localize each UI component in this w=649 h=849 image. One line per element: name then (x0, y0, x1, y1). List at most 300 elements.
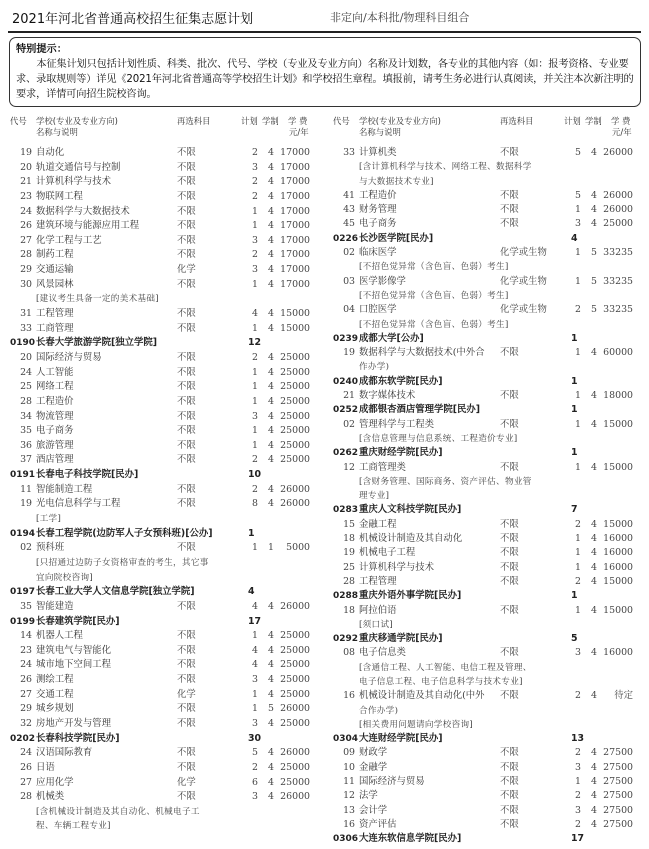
plan-count: 2 (252, 351, 258, 363)
notice-box (9, 37, 641, 107)
major-name: 机器人工程 (36, 630, 83, 642)
plan-count: 5 (252, 747, 258, 759)
major-name: 建筑环境与能源应用工程 (36, 220, 140, 232)
plan-count: 1 (252, 395, 258, 407)
note-text: [不招色觉异常（含色盲、色弱）考生] (359, 319, 509, 330)
school-name: 大连财经学院[民办] (359, 733, 443, 745)
major-note (331, 675, 647, 689)
study-years: 4 (591, 604, 597, 616)
major-row (8, 366, 324, 381)
col-fee: 学 费 (288, 116, 308, 126)
plan-table-left (8, 146, 324, 834)
col-code: 代号 (10, 116, 27, 126)
col-fee-unit: 元/年 (612, 127, 632, 137)
major-row (8, 541, 324, 556)
major-code: 28 (20, 791, 32, 803)
page-title: 2021年河北省普通高校招生征集志愿计划 (12, 12, 254, 27)
study-years: 4 (268, 410, 274, 422)
major-name: 酒店管理 (36, 454, 74, 466)
elective-subject: 不限 (177, 600, 196, 612)
col-fee: 学 费 (611, 116, 631, 126)
plan-count: 3 (575, 804, 581, 816)
plan-count: 4 (252, 659, 258, 671)
school-row (8, 732, 324, 747)
plan-count: 4 (252, 644, 258, 656)
major-code: 29 (20, 703, 32, 715)
tuition-fee: 26000 (280, 747, 310, 759)
school-code: 0202 (10, 733, 36, 744)
school-code: 0240 (333, 376, 359, 387)
col-plan: 计划 (241, 116, 258, 126)
major-code: 28 (20, 395, 32, 407)
major-code: 11 (343, 776, 355, 788)
tuition-fee: 25000 (280, 659, 310, 671)
study-years: 4 (268, 630, 274, 642)
plan-count: 2 (252, 176, 258, 188)
school-name: 大连东软信息学院[民办] (359, 833, 462, 845)
plan-count: 4 (252, 600, 258, 612)
school-plan-total: 1 (571, 332, 578, 344)
tuition-fee: 16000 (603, 561, 633, 573)
tuition-fee: 15000 (603, 418, 633, 430)
major-name: 阿拉伯语 (359, 604, 397, 616)
note-text: 程、车辆工程专业] (36, 821, 111, 832)
major-name: 预科班 (36, 542, 65, 554)
major-name: 计算机科学与技术 (359, 561, 435, 573)
school-plan-total: 1 (571, 375, 578, 387)
school-name: 重庆财经学院[民办] (359, 447, 443, 459)
elective-subject: 不限 (177, 351, 196, 363)
study-years: 4 (591, 204, 597, 216)
col-school-sub: 名称与说明 (36, 127, 78, 137)
tuition-fee: 17000 (280, 249, 310, 261)
school-code: 0306 (333, 834, 359, 845)
major-row (8, 658, 324, 673)
major-code: 19 (343, 547, 355, 559)
plan-count: 3 (252, 717, 258, 729)
major-note (8, 292, 324, 307)
elective-subject: 不限 (500, 761, 519, 773)
major-row (331, 746, 647, 760)
major-name: 日语 (36, 761, 55, 773)
major-row (8, 248, 324, 263)
major-code: 25 (20, 381, 32, 393)
elective-subject: 不限 (500, 533, 519, 545)
tuition-fee: 25000 (280, 688, 310, 700)
plan-count: 2 (252, 147, 258, 158)
school-name: 长春大学旅游学院[独立学院] (36, 337, 158, 349)
major-name: 资产评估 (359, 818, 397, 830)
major-note (331, 318, 647, 332)
study-years: 4 (268, 776, 274, 788)
major-name: 城乡规划 (36, 703, 74, 715)
school-plan-total: 1 (571, 447, 578, 459)
elective-subject: 不限 (177, 278, 196, 290)
major-code: 35 (20, 425, 32, 437)
elective-subject: 不限 (177, 220, 196, 232)
plan-count: 1 (575, 561, 581, 573)
major-row (331, 389, 647, 403)
elective-subject: 不限 (500, 461, 519, 473)
elective-subject: 不限 (500, 347, 519, 359)
school-row (331, 503, 647, 517)
major-note (331, 489, 647, 503)
major-row (8, 278, 324, 293)
plan-count: 1 (252, 366, 258, 378)
title-divider (8, 31, 641, 33)
study-years: 4 (268, 791, 274, 803)
plan-count: 2 (575, 518, 581, 530)
school-name: 成都东软学院[民办] (359, 375, 443, 387)
school-plan-total: 17 (248, 615, 262, 627)
elective-subject: 不限 (177, 249, 196, 261)
school-name: 长春科技学院[民办] (36, 732, 120, 744)
tuition-fee: 26000 (603, 204, 633, 216)
note-text: 理专业] (359, 491, 390, 502)
study-years: 5 (591, 304, 597, 316)
major-code: 08 (343, 647, 355, 659)
column-header-right (331, 116, 647, 140)
major-note (331, 718, 647, 732)
major-row (8, 644, 324, 659)
school-plan-total: 10 (248, 469, 262, 481)
school-row (331, 632, 647, 646)
major-row (331, 804, 647, 818)
major-code: 33 (343, 147, 355, 158)
school-code: 0262 (333, 448, 359, 459)
major-name: 数字媒体技术 (359, 390, 416, 402)
tuition-fee: 25000 (280, 761, 310, 773)
study-years: 4 (591, 747, 597, 759)
major-name: 汉语国际教育 (36, 747, 93, 759)
major-code: 11 (20, 483, 32, 495)
plan-count: 2 (252, 249, 258, 261)
tuition-fee: 15000 (280, 308, 310, 320)
tuition-fee: 5000 (286, 542, 310, 554)
major-row (8, 395, 324, 410)
study-years: 4 (591, 518, 597, 530)
school-plan-total: 1 (571, 404, 578, 416)
major-code: 16 (343, 690, 355, 702)
elective-subject: 不限 (500, 604, 519, 616)
elective-subject: 不限 (177, 791, 196, 803)
plan-count: 3 (252, 410, 258, 422)
major-name: 法学 (359, 790, 378, 802)
major-row (331, 518, 647, 532)
elective-subject: 不限 (500, 790, 519, 802)
major-row (8, 776, 324, 791)
study-years: 4 (268, 190, 274, 202)
major-name: 临床医学 (359, 247, 397, 259)
major-code: 37 (20, 454, 32, 466)
plan-count: 2 (575, 575, 581, 587)
study-years: 4 (268, 234, 274, 246)
major-row (331, 775, 647, 789)
tuition-fee: 待定 (614, 690, 633, 702)
study-years: 4 (268, 176, 274, 188)
major-name: 机械设计制造及其自动化 (359, 533, 463, 545)
major-name: 计算机类 (359, 147, 397, 158)
major-note (8, 512, 324, 527)
major-code: 43 (343, 204, 355, 216)
col-code: 代号 (333, 116, 350, 126)
major-code: 27 (20, 688, 32, 700)
major-name: 口腔医学 (359, 304, 397, 316)
major-row (331, 189, 647, 203)
study-years: 4 (591, 647, 597, 659)
major-name: 金融工程 (359, 518, 397, 530)
major-code: 03 (343, 275, 355, 287)
major-name: 交通运输 (36, 264, 74, 276)
study-years: 4 (268, 395, 274, 407)
school-code: 0283 (333, 505, 359, 516)
school-plan-total: 30 (248, 732, 262, 744)
study-years: 4 (268, 351, 274, 363)
tuition-fee: 25000 (280, 425, 310, 437)
major-code: 20 (20, 161, 32, 173)
school-code: 0199 (10, 616, 36, 627)
study-years: 4 (268, 366, 274, 378)
note-text: [不招色觉异常（含色盲、色弱）考生] (359, 262, 509, 273)
plan-count: 3 (252, 674, 258, 686)
plan-count: 1 (575, 347, 581, 359)
study-years: 4 (268, 600, 274, 612)
major-name: 会计学 (359, 804, 388, 816)
elective-subject: 不限 (177, 205, 196, 217)
note-text: [含通信工程、人工智能、电信工程及管理、 (359, 662, 532, 673)
notice-text: 本征集计划只包括计划性质、科类、批次、代号、学校（专业及专业方向）名称及计划数，各专业的其他内容（如：报考资格、专业要求、录取规则等）详见《2021年河北省普通高等学校招生计划》和学校招生章程。填报前，请考生务必进行认真阅读，并关注本次新注明的要求，详情可向招生院校咨询。 (16, 59, 634, 100)
tuition-fee: 17000 (280, 161, 310, 173)
major-code: 23 (20, 190, 32, 202)
elective-subject: 化学 (177, 776, 196, 788)
plan-count: 1 (575, 418, 581, 430)
major-code: 41 (343, 189, 355, 201)
col-fee-unit: 元/年 (289, 127, 309, 137)
major-name: 机械设计制造及其自动化(中外 (359, 690, 485, 702)
major-row (331, 303, 647, 317)
elective-subject: 不限 (500, 418, 519, 430)
tuition-fee: 15000 (603, 604, 633, 616)
major-name: 网络工程 (36, 381, 74, 393)
tuition-fee: 27500 (603, 776, 633, 788)
major-name: 物联网工程 (36, 190, 83, 202)
major-code: 12 (343, 461, 355, 473)
elective-subject: 不限 (500, 747, 519, 759)
school-row (331, 446, 647, 460)
study-years: 4 (591, 461, 597, 473)
school-plan-total: 12 (248, 337, 262, 349)
major-name: 化学工程与工艺 (36, 234, 102, 246)
plan-count: 2 (252, 190, 258, 202)
study-years: 4 (591, 818, 597, 830)
col-school: 学校(专业及专业方向) (36, 116, 118, 126)
plan-count: 1 (252, 220, 258, 232)
tuition-fee: 15000 (280, 322, 310, 334)
elective-subject: 化学 (177, 688, 196, 700)
elective-subject: 不限 (500, 147, 519, 158)
major-name: 物流管理 (36, 410, 74, 422)
study-years: 4 (268, 322, 274, 334)
plan-table-right (331, 146, 647, 847)
school-code: 0304 (333, 734, 359, 745)
school-code: 0197 (10, 587, 36, 598)
school-row (331, 232, 647, 246)
study-years: 4 (268, 483, 274, 495)
major-row (331, 561, 647, 575)
school-row (331, 332, 647, 346)
major-code: 28 (20, 249, 32, 261)
study-years: 4 (268, 205, 274, 217)
plan-count: 1 (252, 630, 258, 642)
plan-count: 2 (252, 761, 258, 773)
tuition-fee: 17000 (280, 205, 310, 217)
elective-subject: 不限 (177, 234, 196, 246)
tuition-fee: 25000 (280, 439, 310, 451)
school-code: 0190 (10, 338, 36, 349)
study-years: 5 (591, 275, 597, 287)
major-code: 28 (343, 575, 355, 587)
school-row (8, 336, 324, 351)
col-years: 学制 (585, 116, 602, 126)
tuition-fee: 25000 (280, 454, 310, 466)
study-years: 4 (591, 575, 597, 587)
study-years: 4 (268, 439, 274, 451)
major-code: 19 (343, 347, 355, 359)
major-name: 电子商务 (36, 425, 74, 437)
column-header-left (8, 116, 324, 140)
major-note (8, 819, 324, 834)
major-name: 机械电子工程 (359, 547, 416, 559)
school-name: 重庆移通学院[民办] (359, 633, 443, 645)
elective-subject: 不限 (177, 644, 196, 656)
note-text: [不招色觉异常（含色盲、色弱）考生] (359, 290, 509, 301)
major-row (331, 818, 647, 832)
plan-count: 1 (252, 381, 258, 393)
study-years: 4 (268, 425, 274, 437)
school-row (8, 527, 324, 542)
school-code: 0194 (10, 528, 36, 539)
study-years: 4 (268, 761, 274, 773)
major-name: 制药工程 (36, 249, 74, 261)
study-years: 4 (268, 454, 274, 466)
note-text: [含信息管理与信息系统、工程造价专业] (359, 433, 518, 444)
school-name: 重庆人文科技学院[民办] (359, 504, 462, 516)
elective-subject: 不限 (177, 439, 196, 451)
elective-subject: 不限 (177, 717, 196, 729)
major-row (8, 410, 324, 425)
tuition-fee: 25000 (280, 630, 310, 642)
major-row (8, 322, 324, 337)
elective-subject: 不限 (177, 381, 196, 393)
major-code: 30 (20, 278, 32, 290)
major-row (331, 461, 647, 475)
plan-count: 8 (252, 498, 258, 510)
plan-count: 1 (575, 604, 581, 616)
tuition-fee: 25000 (603, 218, 633, 230)
major-row (331, 146, 647, 160)
elective-subject: 不限 (177, 747, 196, 759)
tuition-fee: 25000 (280, 717, 310, 729)
plan-count: 3 (252, 791, 258, 803)
major-code: 15 (343, 518, 355, 530)
tuition-fee: 25000 (280, 395, 310, 407)
plan-count: 2 (575, 790, 581, 802)
tuition-fee: 17000 (280, 147, 310, 158)
tuition-fee: 15000 (603, 518, 633, 530)
major-name: 测绘工程 (36, 674, 74, 686)
elective-subject: 不限 (500, 647, 519, 659)
major-row (331, 246, 647, 260)
plan-count: 1 (575, 204, 581, 216)
col-school: 学校(专业及专业方向) (359, 116, 441, 126)
study-years: 4 (591, 547, 597, 559)
elective-subject: 不限 (177, 454, 196, 466)
major-note (331, 160, 647, 174)
major-name: 计算机科学与技术 (36, 176, 112, 188)
major-name: 旅游管理 (36, 439, 74, 451)
major-name: 工程造价 (36, 395, 74, 407)
tuition-fee: 26000 (280, 483, 310, 495)
major-name: 金融学 (359, 761, 388, 773)
tuition-fee: 33235 (603, 304, 633, 316)
plan-count: 4 (252, 308, 258, 320)
elective-subject: 不限 (500, 204, 519, 216)
major-note (331, 618, 647, 632)
plan-count: 1 (575, 776, 581, 788)
school-plan-total: 5 (571, 633, 578, 645)
major-note (331, 260, 647, 274)
plan-count: 1 (575, 247, 581, 259)
plan-count: 3 (252, 234, 258, 246)
major-row (8, 161, 324, 176)
major-row (8, 175, 324, 190)
elective-subject: 不限 (177, 366, 196, 378)
study-years: 4 (268, 688, 274, 700)
elective-subject: 不限 (177, 630, 196, 642)
study-years: 4 (591, 418, 597, 430)
elective-subject: 不限 (500, 561, 519, 573)
note-text: [含机械设计制造及其自动化、机械电子工 (36, 806, 200, 817)
note-text: [工学] (36, 514, 62, 525)
major-name: 城市地下空间工程 (36, 659, 112, 671)
major-code: 35 (20, 600, 32, 612)
col-years: 学制 (262, 116, 279, 126)
elective-subject: 不限 (500, 218, 519, 230)
major-code: 19 (20, 498, 32, 510)
plan-count: 1 (252, 278, 258, 290)
note-text: 宜向院校咨询] (36, 572, 94, 583)
plan-count: 1 (252, 688, 258, 700)
page-subtitle: 非定向/本科批/物理科目组合 (330, 11, 470, 24)
tuition-fee: 25000 (280, 776, 310, 788)
plan-count: 3 (252, 161, 258, 173)
major-code: 16 (343, 818, 355, 830)
major-row (331, 689, 647, 703)
elective-subject: 不限 (177, 308, 196, 320)
major-name: 应用化学 (36, 776, 74, 788)
plan-count: 2 (575, 747, 581, 759)
major-name: 工商管理类 (359, 461, 406, 473)
study-years: 4 (268, 161, 274, 173)
major-row (8, 205, 324, 220)
elective-subject: 不限 (500, 390, 519, 402)
plan-count: 2 (575, 690, 581, 702)
plan-count: 1 (575, 533, 581, 545)
major-name: 工程管理 (359, 575, 397, 587)
note-text: [建议考生具备一定的美术基础] (36, 294, 159, 305)
elective-subject: 化学或生物 (500, 247, 547, 259)
major-code: 26 (20, 761, 32, 773)
